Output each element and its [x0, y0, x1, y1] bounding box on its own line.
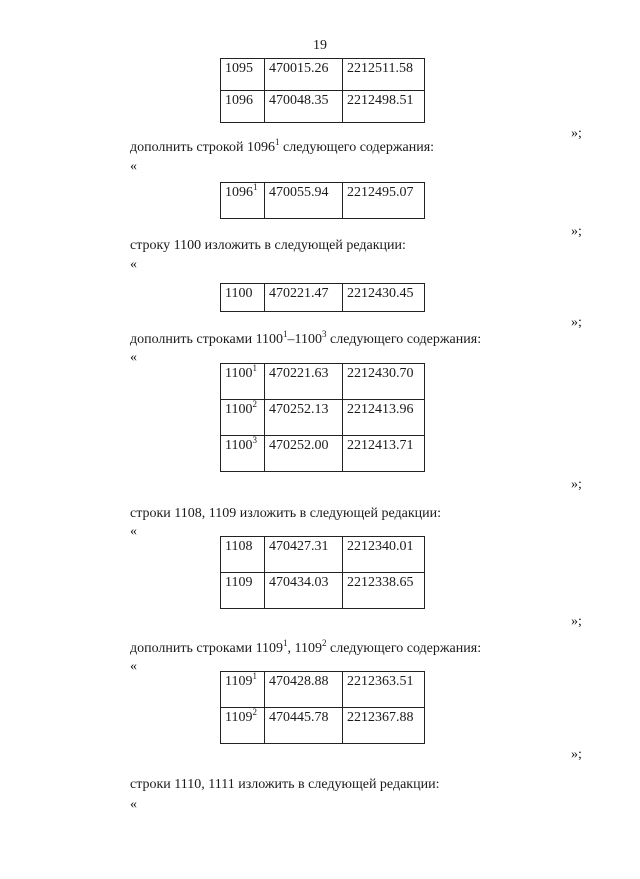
table-row — [221, 91, 425, 123]
coords-table-d — [220, 363, 425, 472]
point-number: 1108 — [225, 539, 253, 554]
instruction-b — [130, 137, 435, 156]
instruction-c: строку 1100 изложить в следующей редакции: — [130, 238, 406, 253]
open-quote-f: « — [130, 659, 137, 674]
instruction-d-mid: –1100 — [287, 332, 323, 347]
open-quote-c: « — [130, 257, 137, 272]
point-number: 1100 — [225, 438, 253, 453]
y-coordinate-cell: 2212498.51 — [343, 91, 425, 123]
open-quote-g: « — [130, 797, 137, 812]
instruction-f — [130, 638, 482, 657]
y-coordinate-cell: 2212340.01 — [343, 537, 425, 573]
instruction-f-pre: дополнить строками 1109 — [130, 641, 284, 656]
instruction-f-sup2: 2 — [322, 638, 327, 648]
table-row — [221, 672, 425, 708]
x-coordinate-cell: 470252.00 — [265, 436, 343, 472]
table-row — [221, 400, 425, 436]
table-row — [221, 573, 425, 609]
coords-table-c — [220, 283, 425, 312]
point-number: 1095 — [225, 61, 253, 76]
point-number-superscript: 1 — [253, 182, 258, 192]
point-number-cell — [221, 400, 265, 436]
point-number-cell — [221, 284, 265, 312]
open-quote-d: « — [130, 350, 137, 365]
close-quote-d: »; — [571, 477, 582, 492]
page-number: 19 — [313, 38, 327, 53]
y-coordinate-cell: 2212367.88 — [343, 708, 425, 744]
x-coordinate-cell: 470427.31 — [265, 537, 343, 573]
point-number-superscript: 3 — [252, 435, 257, 445]
instruction-e: строки 1108, 1109 изложить в следующей редакции: — [130, 506, 442, 521]
point-number: 1096 — [225, 93, 253, 108]
point-number: 1109 — [225, 710, 253, 725]
point-number-cell — [221, 91, 265, 123]
point-number: 1100 — [225, 402, 253, 417]
table-row — [221, 183, 425, 219]
point-number-superscript: 2 — [252, 399, 257, 409]
y-coordinate-cell: 2212338.65 — [343, 573, 425, 609]
x-coordinate-cell: 470445.78 — [265, 708, 343, 744]
point-number: 1109 — [225, 674, 253, 689]
coords-table-a — [220, 58, 425, 123]
point-number: 1109 — [225, 575, 253, 590]
instruction-f-post: следующего содержания: — [326, 641, 482, 656]
instruction-d — [130, 329, 482, 348]
y-coordinate-cell: 2212413.71 — [343, 436, 425, 472]
instruction-f-mid: , 1109 — [287, 641, 323, 656]
instruction-d-sup2: 3 — [322, 329, 327, 339]
instruction-d-sup1: 1 — [283, 329, 288, 339]
point-number-cell — [221, 537, 265, 573]
instruction-g: строки 1110, 1111 изложить в следующей редакции: — [130, 777, 440, 792]
x-coordinate-cell: 470055.94 — [265, 183, 343, 219]
table-row — [221, 436, 425, 472]
point-number-cell — [221, 183, 265, 219]
instruction-f-sup1: 1 — [283, 638, 288, 648]
coords-table-f — [220, 671, 425, 744]
point-number-cell — [221, 672, 265, 708]
open-quote-b: « — [130, 159, 137, 174]
close-quote-a: »; — [571, 126, 582, 141]
point-number-superscript: 2 — [252, 707, 257, 717]
y-coordinate-cell: 2212495.07 — [343, 183, 425, 219]
point-number-superscript: 1 — [252, 363, 257, 373]
instruction-b-post: следующего содержания: — [279, 140, 435, 155]
x-coordinate-cell: 470221.47 — [265, 284, 343, 312]
point-number: 1096 — [225, 185, 253, 200]
table-row — [221, 364, 425, 400]
point-number-cell — [221, 364, 265, 400]
y-coordinate-cell: 2212363.51 — [343, 672, 425, 708]
close-quote-c: »; — [571, 315, 582, 330]
table-row — [221, 708, 425, 744]
x-coordinate-cell: 470015.26 — [265, 59, 343, 91]
instruction-d-pre: дополнить строками 1100 — [130, 332, 284, 347]
point-number-cell — [221, 573, 265, 609]
x-coordinate-cell: 470434.03 — [265, 573, 343, 609]
close-quote-b: »; — [571, 224, 582, 239]
instruction-d-post: следующего содержания: — [326, 332, 482, 347]
instruction-b-sup: 1 — [275, 137, 280, 147]
y-coordinate-cell: 2212430.45 — [343, 284, 425, 312]
x-coordinate-cell: 470048.35 — [265, 91, 343, 123]
close-quote-e: »; — [571, 614, 582, 629]
point-number-cell — [221, 59, 265, 91]
x-coordinate-cell: 470221.63 — [265, 364, 343, 400]
coords-table-b — [220, 182, 425, 219]
instruction-b-pre: дополнить строкой 1096 — [130, 140, 275, 155]
table-row — [221, 284, 425, 312]
point-number: 1100 — [225, 366, 253, 381]
table-row — [221, 59, 425, 91]
y-coordinate-cell: 2212430.70 — [343, 364, 425, 400]
y-coordinate-cell: 2212413.96 — [343, 400, 425, 436]
x-coordinate-cell: 470252.13 — [265, 400, 343, 436]
close-quote-f: »; — [571, 747, 582, 762]
table-row — [221, 537, 425, 573]
point-number-cell — [221, 436, 265, 472]
x-coordinate-cell: 470428.88 — [265, 672, 343, 708]
point-number: 1100 — [225, 286, 253, 301]
point-number-superscript: 1 — [252, 671, 257, 681]
point-number-cell — [221, 708, 265, 744]
y-coordinate-cell: 2212511.58 — [343, 59, 425, 91]
open-quote-e: « — [130, 524, 137, 539]
coords-table-e — [220, 536, 425, 609]
